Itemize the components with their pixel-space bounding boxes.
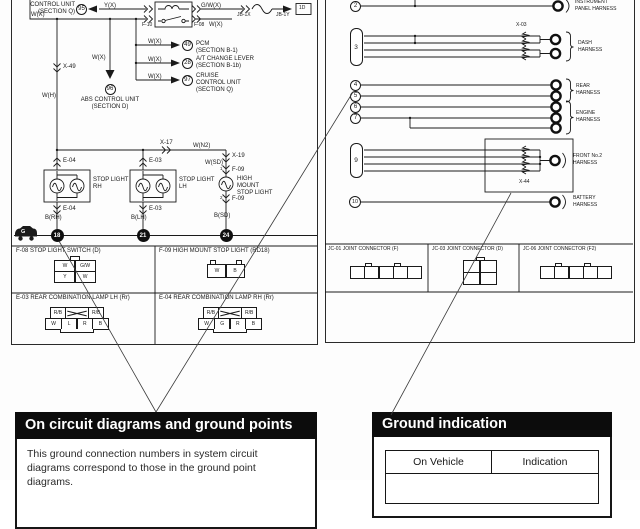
rear-harness-label-1: REAR (576, 83, 590, 89)
pin-cell: G (214, 318, 231, 330)
pin-cell: Y (54, 271, 75, 283)
wire-label-wsd: W(SD) (205, 160, 223, 166)
engine-harness-label-1: ENGINE (576, 110, 596, 116)
abs-section: (SECTION D) (91, 104, 129, 110)
ground-ref-2: 2 (350, 1, 361, 12)
jc01-title: JC-01 JOINT CONNECTOR (F) (328, 245, 399, 252)
ground-point-24: 24 (220, 229, 233, 242)
note-body-line: This ground connection numbers in system circuit (27, 448, 258, 460)
ground-ref-10: 10 (349, 196, 361, 208)
ref-circle-96: 96 (105, 84, 116, 95)
connector-label-x17: X-17 (160, 140, 173, 146)
f08-connector-title: F-08 STOP LIGHT SWITCH (D) (16, 247, 101, 254)
ground-ref-9: 9 (350, 143, 363, 178)
stop-light-lh-label-2: LH (179, 184, 187, 190)
wire-label-yx: Y(X) (104, 2, 116, 9)
pin-cell: L (61, 318, 78, 330)
pin-cell: W (54, 260, 75, 272)
ground-point-18: 18 (51, 229, 64, 242)
abs-label: ABS CONTROL UNIT (80, 97, 140, 103)
pin-cell: B (245, 318, 262, 330)
terminal-label-1d: 1D (299, 5, 306, 11)
ground-ref-3: 3 (350, 28, 363, 66)
pin-cell: W (207, 264, 226, 278)
ground-ref-6: 6 (350, 102, 361, 113)
connector-label-jb1x: JB-1X (237, 12, 251, 18)
front-no2-harness-label-1: FRONT No.2 (573, 153, 603, 159)
wire-label-brh: B(RH) (45, 214, 62, 221)
pin-cell: R (77, 318, 94, 330)
connector-label-e03-bot: E-03 (149, 206, 162, 212)
ref-circle-95: 95 (76, 4, 87, 15)
connector-label-e04-top: E-04 (63, 158, 76, 164)
wire-label-wx-out: W(X) (209, 21, 223, 28)
jc06-title: JC-06 JOINT CONNECTOR (F2) (523, 245, 597, 252)
instrument-harness-label-1: INSTRUMENT (575, 0, 608, 5)
table-header-indication: Indication (522, 456, 568, 468)
ref-circle-28: 28 (182, 58, 193, 69)
ground-indication-title: Ground indication (372, 412, 612, 437)
high-mount-label-1: HIGH (237, 176, 252, 182)
battery-harness-label-1: BATTERY (573, 195, 596, 201)
pin-number-2: 2 (220, 195, 223, 200)
wire-label-wn2: W(N2) (193, 143, 211, 149)
connector-label-x03: X-03 (516, 22, 527, 28)
control-unit-section: (SECTION Q) (38, 9, 75, 15)
wire-label-bsd: B(SD) (214, 213, 231, 219)
e03-connector-title: E-03 REAR COMBINATION LAMP LH (Rr) (16, 294, 130, 301)
connector-label-f10: F-10 (142, 22, 153, 28)
at-change-lever-section: (SECTION B-1b) (196, 63, 242, 69)
connector-label-jb1y: JB-1Y (276, 12, 290, 18)
wire-label-wx-b2: W(X) (148, 57, 162, 63)
wire-label-wx-main: W(X) (31, 11, 45, 18)
pin-cell: R (230, 318, 247, 330)
vehicle-ground-letter: G (21, 229, 26, 235)
wire-label-blh: B(LH) (131, 214, 147, 221)
ground-ref-4: 4 (350, 80, 361, 91)
ground-ref-5: 5 (350, 91, 361, 102)
pin-cell: R/B (241, 307, 257, 319)
jc03-title: JC-03 JOINT CONNECTOR (D) (432, 245, 503, 252)
high-mount-label-2: MOUNT (237, 183, 259, 189)
connector-label-x49: X-49 (63, 64, 76, 70)
front-no2-harness-label-2: HARNESS (573, 160, 598, 166)
control-unit-label: CONTROL UNIT (30, 2, 75, 8)
pin-number-1: 1 (220, 166, 223, 171)
pin-cell: W (75, 271, 96, 283)
connector-label-x19: X-19 (232, 153, 245, 159)
cruise-section: (SECTION Q) (196, 87, 233, 93)
pin-cell: G/W (75, 260, 96, 272)
rear-harness-label-2: HARNESS (576, 90, 601, 96)
ground-ref-7: 7 (350, 113, 361, 124)
note-body-line: diagrams. (27, 476, 74, 488)
circuit-diagrams-note-title: On circuit diagrams and ground points (15, 412, 317, 439)
connector-label-f09-top: F-09 (232, 167, 245, 173)
engine-harness-label-2: HARNESS (576, 117, 601, 123)
pcm-section: (SECTION B-1) (196, 48, 238, 54)
pin-cell: B (226, 264, 245, 278)
note-body-line: diagrams correspond to those in the ground point (27, 462, 256, 474)
instrument-harness-label-2: PANEL HARNESS (575, 6, 617, 12)
cruise-label-1: CRUISE (196, 73, 219, 79)
pcm-label: PCM (196, 41, 210, 47)
pin-cell: R/B (50, 307, 66, 319)
wire-label-wh: W(H) (42, 93, 56, 99)
dash-harness-label-2: HARNESS (578, 47, 603, 53)
f09-connector-title: F-09 HIGH MOUNT STOP LIGHT (RD18) (159, 247, 270, 254)
ref-circle-97: 97 (182, 75, 193, 86)
wire-label-wx-abs: W(X) (92, 55, 106, 61)
e04-connector-title: E-04 REAR COMBINATION LAMP RH (Rr) (159, 294, 274, 301)
high-mount-label-3: STOP LIGHT (237, 190, 273, 196)
table-header-on-vehicle: On Vehicle (386, 451, 492, 473)
wire-label-gwx: G/W(X) (201, 2, 221, 9)
stop-light-lh-label-1: STOP LIGHT (179, 177, 215, 183)
pin-cell: B (92, 318, 109, 330)
ref-circle-49: 49 (182, 40, 193, 51)
connector-label-x44: X-44 (519, 179, 530, 185)
ground-point-21: 21 (137, 229, 150, 242)
stop-light-rh-label-2: RH (93, 184, 102, 190)
connector-label-e03-top: E-03 (149, 158, 162, 164)
wire-label-wx-b1: W(X) (148, 39, 162, 45)
battery-harness-label-2: HARNESS (573, 202, 598, 208)
pin-cell: W (198, 318, 215, 330)
dash-harness-label-1: DASH (578, 40, 592, 46)
wire-label-wx-b3: W(X) (148, 74, 162, 80)
connector-label-f09-bot: F-09 (232, 196, 245, 202)
at-change-lever-label: A/T CHANGE LEVER (196, 56, 254, 62)
connector-label-f08: F-08 (194, 22, 205, 28)
stop-light-rh-label-1: STOP LIGHT (93, 177, 129, 183)
pin-cell: R/B (88, 307, 104, 319)
pin-cell: R/B (203, 307, 219, 319)
connector-label-e04-bot: E-04 (63, 206, 76, 212)
pin-cell: W (45, 318, 62, 330)
cruise-label-2: CONTROL UNIT (196, 80, 241, 86)
